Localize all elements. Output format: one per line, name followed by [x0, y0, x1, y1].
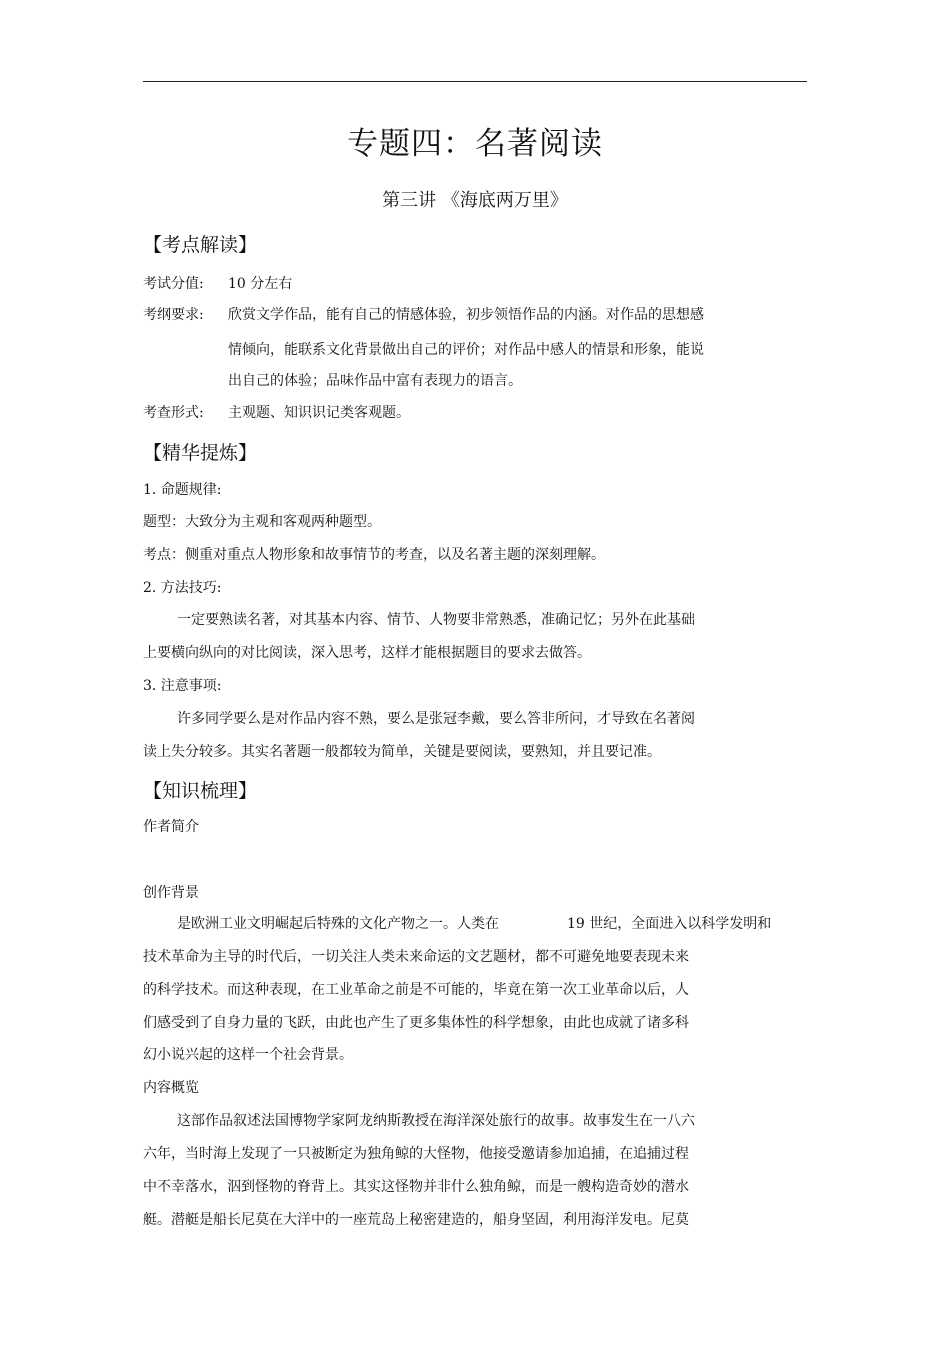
content-line: 六年，当时海上发现了一只被断定为独角鲸的大怪物，他接受邀请参加追捕，在追捕过程: [143, 1146, 689, 1162]
background-line: 技术革命为主导的时代后，一切关注人类未来命运的文艺题材，都不可避免地要表现未来: [143, 949, 689, 965]
content-line: 艇。潜艇是船长尼莫在大洋中的一座荒岛上秘密建造的，船身坚固，利用海洋发电。尼莫: [143, 1212, 689, 1228]
outline-line: 欣赏文学作品，能有自己的情感体验，初步领悟作品的内涵。对作品的思想感: [228, 307, 704, 323]
outline-label: 考纲要求:: [143, 307, 204, 323]
outline-line: 出自己的体验；品味作品中富有表现力的语言。: [228, 373, 522, 389]
method-line: 上要横向纵向的对比阅读，深入思考，这样才能根据题目的要求去做答。: [143, 645, 591, 661]
score-label: 考试分值:: [143, 276, 204, 292]
background-line: 们感受到了自身力量的飞跃，由此也产生了更多集体性的科学想象，由此也成就了诸多科: [143, 1015, 689, 1031]
form-label: 考查形式:: [143, 405, 204, 421]
form-value: 主观题、知识识记类客观题。: [228, 405, 410, 421]
notice-line: 许多同学要么是对作品内容不熟，要么是张冠李戴，要么答非所问，才导致在名著阅: [177, 711, 695, 727]
content-line: 中不幸落水，泅到怪物的脊背上。其实这怪物并非什么独角鲸，而是一艘构造奇妙的潜水: [143, 1179, 689, 1195]
section-heading-zhishi: 【知识梳理】: [143, 780, 258, 802]
type-line: 题型：大致分为主观和客观两种题型。: [143, 514, 381, 530]
score-value: 10 分左右: [228, 276, 293, 292]
point-line: 考点：侧重对重点人物形象和故事情节的考查，以及名著主题的深刻理解。: [143, 547, 605, 563]
section-heading-jinghua: 【精华提炼】: [143, 442, 258, 464]
page-title: 专题四：名著阅读: [347, 126, 603, 162]
background-line: 的科学技术。而这种表现，在工业革命之前是不可能的，毕竟在第一次工业革命以后，人: [143, 982, 689, 998]
background-line: 19 世纪，全面进入以科学发明和: [567, 916, 772, 932]
author-label: 作者简介: [143, 819, 199, 835]
background-line: 幻小说兴起的这样一个社会背景。: [143, 1047, 353, 1063]
background-line: 是欧洲工业文明崛起后特殊的文化产物之一。人类在: [177, 916, 499, 932]
list-item-1: 1. 命题规律:: [143, 482, 222, 498]
page-subtitle: 第三讲 《海底两万里》: [382, 190, 568, 211]
notice-line: 读上失分较多。其实名著题一般都较为简单，关键是要阅读，要熟知，并且要记准。: [143, 744, 661, 760]
header-rule: [143, 81, 807, 82]
section-heading-kaodian: 【考点解读】: [143, 234, 258, 256]
outline-line: 情倾向，能联系文化背景做出自己的评价；对作品中感人的情景和形象，能说: [228, 342, 704, 358]
content-label: 内容概览: [143, 1080, 199, 1096]
background-label: 创作背景: [143, 885, 199, 901]
method-line: 一定要熟读名著，对其基本内容、情节、人物要非常熟悉，准确记忆；另外在此基础: [177, 612, 695, 628]
content-line: 这部作品叙述法国博物学家阿龙纳斯教授在海洋深处旅行的故事。故事发生在一八六: [177, 1113, 695, 1129]
list-item-2: 2. 方法技巧:: [143, 580, 222, 596]
list-item-3: 3. 注意事项:: [143, 678, 222, 694]
